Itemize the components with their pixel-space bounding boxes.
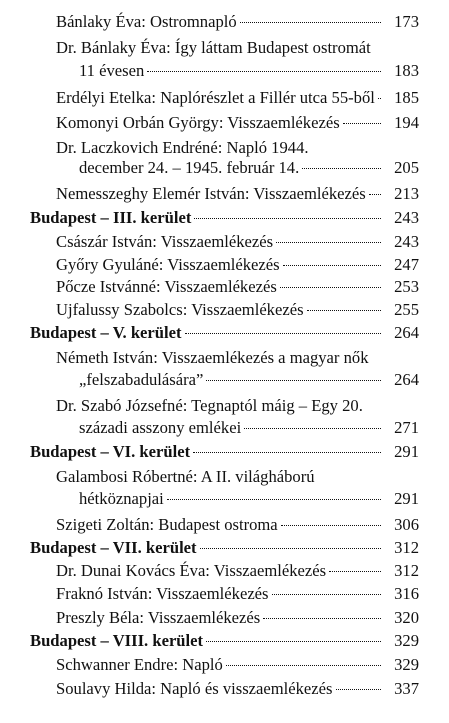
toc-entry: [0, 253, 419, 277]
toc-entry: [0, 677, 419, 701]
toc-entry-title: Szigeti Zoltán: Budapest ostroma: [56, 515, 278, 534]
toc-entry-title-line-1: [0, 394, 419, 418]
toc-entry-page: 306: [394, 515, 419, 534]
toc-entry: [0, 487, 419, 511]
toc-section-page: 312: [394, 538, 419, 557]
toc-entry-page: 329: [394, 655, 419, 674]
toc-entry-page: 316: [394, 584, 419, 603]
toc-entry-title: Császár István: Visszaemlékezés: [56, 232, 274, 251]
toc-entry-title: 11 évesen: [79, 61, 145, 80]
toc-entry-title: Ujfalussy Szabolcs: Visszaemlékezés: [56, 300, 304, 319]
toc-section: [0, 321, 419, 345]
toc-entry-page: 194: [394, 113, 419, 132]
toc-entry-title: Fraknó István: Visszaemlékezés: [56, 584, 269, 603]
toc-entry-page: 243: [394, 232, 419, 251]
dot-leader: [263, 618, 381, 619]
toc-entry-title: Dr. Dunai Kovács Éva: Visszaemlékezés: [56, 561, 327, 580]
toc-entry-page: 213: [394, 184, 419, 203]
toc-entry-page: 271: [394, 418, 419, 437]
toc-entry: [0, 298, 419, 322]
toc-section: [0, 440, 419, 464]
dot-leader: [307, 310, 381, 311]
dot-leader: [283, 265, 381, 266]
toc-entry: [0, 416, 419, 440]
toc-entry-page: 291: [394, 489, 419, 508]
dot-leader: [276, 242, 381, 243]
toc-section: [0, 536, 419, 560]
dot-leader: [206, 380, 381, 381]
toc-entry-page: 183: [394, 61, 419, 80]
toc-entry-title: Preszly Béla: Visszaemlékezés: [56, 608, 261, 627]
toc-section-page: 291: [394, 442, 419, 461]
dot-leader: [194, 218, 381, 219]
dot-leader: [343, 123, 381, 124]
toc-entry-page: 247: [394, 255, 419, 274]
toc-section-title: Budapest – VII. kerület: [30, 538, 197, 557]
toc-entry-page: 205: [394, 158, 419, 177]
dot-leader: [167, 499, 381, 500]
toc-entry: [0, 59, 419, 83]
toc-entry: [0, 230, 419, 254]
toc-entry: [0, 86, 419, 110]
toc-section-page: 264: [394, 323, 419, 342]
dot-leader: [281, 525, 381, 526]
dot-leader: [302, 168, 381, 169]
toc-entry: [0, 275, 419, 299]
dot-leader: [244, 428, 381, 429]
dot-leader: [369, 194, 381, 195]
toc-entry-page: 312: [394, 561, 419, 580]
toc-entry: [0, 10, 419, 34]
dot-leader: [272, 594, 381, 595]
toc-section-title: Budapest – VI. kerület: [30, 442, 191, 461]
dot-leader: [193, 452, 381, 453]
dot-leader: [226, 665, 381, 666]
toc-entry-title: december 24. – 1945. február 14.: [79, 158, 300, 177]
toc-entry-page: 185: [394, 88, 419, 107]
toc-section: [0, 629, 419, 653]
toc-entry-title: Pőcze Istvánné: Visszaemlékezés: [56, 277, 277, 296]
toc-entry-title: Győry Gyuláné: Visszaemlékezés: [56, 255, 280, 274]
toc-section-title: Budapest – VIII. kerület: [30, 631, 204, 650]
toc-entry: [0, 559, 419, 583]
toc-entry: [0, 182, 419, 206]
dot-leader: [240, 22, 381, 23]
toc-section-page: 329: [394, 631, 419, 650]
toc-entry: [0, 156, 419, 180]
toc-entry-title: hétköznapjai: [79, 489, 164, 508]
toc-entry-page: 173: [394, 12, 419, 31]
toc-entry-title-line-1: [0, 465, 419, 489]
toc-entry-title: századi asszony emlékei: [79, 418, 242, 437]
toc-entry-title: Dr. Bánlaky Éva: Így láttam Budapest ostromát: [56, 38, 371, 57]
toc-section: [0, 206, 419, 230]
toc-entry-title: Dr. Laczkovich Endréné: Napló 1944.: [56, 138, 309, 157]
toc-entry-title: Nemesszeghy Elemér István: Visszaemlékezés: [56, 184, 366, 203]
toc-entry-title: Erdélyi Etelka: Naplórészlet a Fillér utca 55-ből: [56, 88, 375, 107]
toc-entry: [0, 368, 419, 392]
toc-entry: [0, 582, 419, 606]
toc-entry-title: „felszabadulására”: [79, 370, 204, 389]
toc-entry-title: Bánlaky Éva: Ostromnapló: [56, 12, 237, 31]
dot-leader: [147, 71, 381, 72]
toc-entry-page: 337: [394, 679, 419, 698]
toc-entry-title-line-1: [0, 346, 419, 370]
toc-entry-page: 320: [394, 608, 419, 627]
dot-leader: [378, 98, 381, 99]
toc-entry-page: 255: [394, 300, 419, 319]
toc-entry-page: 253: [394, 277, 419, 296]
dot-leader: [185, 333, 381, 334]
toc-entry: [0, 111, 419, 135]
dot-leader: [280, 287, 381, 288]
toc-section-title: Budapest – III. kerület: [30, 208, 192, 227]
toc-entry-title: Galambosi Róbertné: A II. világháború: [56, 467, 315, 486]
toc-entry-title: Schwanner Endre: Napló: [56, 655, 223, 674]
dot-leader: [329, 571, 381, 572]
toc-entry-title-line-1: [0, 36, 419, 60]
toc-section-title: Budapest – V. kerület: [30, 323, 182, 342]
toc-entry-page: 264: [394, 370, 419, 389]
dot-leader: [336, 689, 382, 690]
dot-leader: [200, 548, 381, 549]
toc-section-page: 243: [394, 208, 419, 227]
toc-entry: [0, 606, 419, 630]
toc-entry: [0, 513, 419, 537]
dot-leader: [206, 641, 381, 642]
toc-entry: [0, 653, 419, 677]
toc-entry-title: Komonyi Orbán György: Visszaemlékezés: [56, 113, 340, 132]
toc-entry-title: Soulavy Hilda: Napló és visszaemlékezés: [56, 679, 333, 698]
toc-entry-title: Németh István: Visszaemlékezés a magyar nők: [56, 348, 369, 367]
toc-entry-title: Dr. Szabó Józsefné: Tegnaptól máig – Egy 20.: [56, 396, 363, 415]
